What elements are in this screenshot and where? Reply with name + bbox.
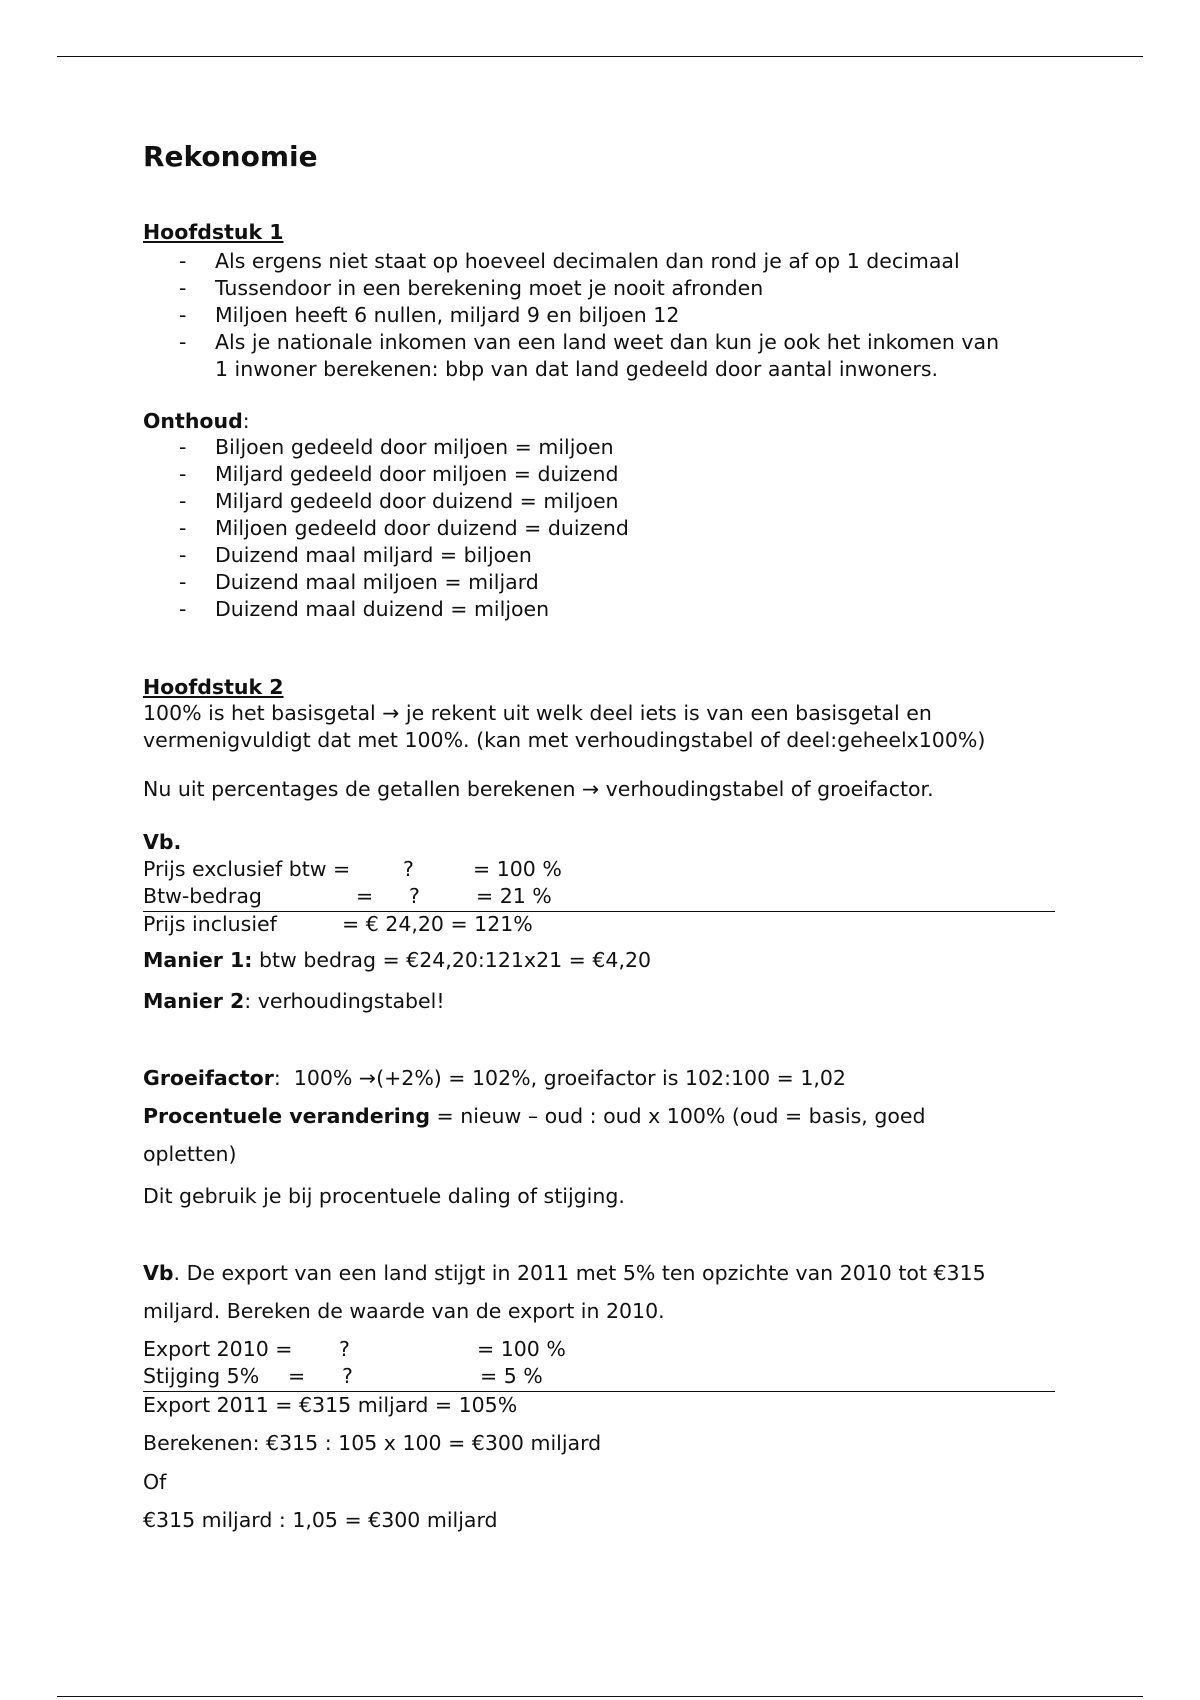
procentuele-verandering-line: Procentuele verandering = nieuw – oud : oud x 100% (oud = basis, goed bbox=[143, 1104, 926, 1128]
list-item: - Als ergens niet staat op hoeveel decimalen dan rond je af op 1 decimaal bbox=[179, 249, 960, 273]
dash-icon: - bbox=[179, 303, 187, 327]
list-item: - Miljoen gedeeld door duizend = duizend bbox=[179, 516, 629, 540]
list-item: - Miljoen heeft 6 nullen, miljard 9 en biljoen 12 bbox=[179, 303, 680, 327]
list-item: - Miljard gedeeld door miljoen = duizend bbox=[179, 462, 619, 486]
table-cell: = bbox=[356, 884, 374, 908]
table-cell: ? bbox=[339, 1337, 350, 1361]
table-cell: Prijs exclusief btw = bbox=[143, 857, 351, 881]
list-item: - Als je nationale inkomen van een land weet dan kun je ook het inkomen van 1 inwoner berekenen: bbp van dat land gedeeld door aantal inwoners. bbox=[179, 330, 1000, 381]
list-item: - Duizend maal miljoen = miljard bbox=[179, 570, 539, 594]
header-rule bbox=[57, 56, 1143, 57]
paragraph-line: miljard. Bereken de waarde van de export in 2010. bbox=[143, 1299, 665, 1323]
table-cell: = 100 % bbox=[477, 1337, 566, 1361]
paragraph-line: opletten) bbox=[143, 1142, 237, 1166]
manier-1-line: Manier 1: btw bedrag = €24,20:121x21 = €4,20 bbox=[143, 948, 652, 972]
table-cell: = 21 % bbox=[476, 884, 552, 908]
dash-icon: - bbox=[179, 543, 187, 567]
dash-icon: - bbox=[179, 249, 187, 273]
dash-icon: - bbox=[179, 570, 187, 594]
dash-icon: - bbox=[179, 597, 187, 621]
chapter-1-bullet-list bbox=[143, 248, 1061, 383]
list-item: - Tussendoor in een berekening moet je nooit afronden bbox=[179, 276, 764, 300]
dash-icon: - bbox=[179, 435, 187, 459]
list-item: - Duizend maal duizend = miljoen bbox=[179, 597, 550, 621]
groeifactor-line: Groeifactor: 100% →(+2%) = 102%, groeifactor is 102:100 = 1,02 bbox=[143, 1066, 846, 1090]
table-cell: Export 2010 = bbox=[143, 1337, 293, 1361]
example-label: Vb. bbox=[143, 830, 182, 854]
example-2-line: Vb. De export van een land stijgt in 2011 met 5% ten opzichte van 2010 tot €315 bbox=[143, 1261, 986, 1285]
dash-icon: - bbox=[179, 462, 187, 486]
paragraph-line: vermenigvuldigt dat met 100%. (kan met verhoudingstabel of deel:geheelx100%) bbox=[143, 728, 986, 752]
table-cell: Btw-bedrag bbox=[143, 884, 262, 908]
dash-icon: - bbox=[179, 516, 187, 540]
calculation-line: Berekenen: €315 : 105 x 100 = €300 miljard bbox=[143, 1431, 602, 1455]
paragraph: Dit gebruik je bij procentuele daling of stijging. bbox=[143, 1184, 625, 1208]
chapter-2-heading: Hoofdstuk 2 bbox=[143, 675, 284, 699]
onthoud-list bbox=[143, 434, 1061, 623]
table-total-row: Export 2011 = €315 miljard = 105% bbox=[143, 1393, 518, 1417]
calculation-line: €315 miljard : 1,05 = €300 miljard bbox=[143, 1508, 498, 1532]
table-cell: Stijging 5% bbox=[143, 1364, 260, 1388]
table-cell: = bbox=[288, 1364, 306, 1388]
list-item: - Duizend maal miljard = biljoen bbox=[179, 543, 532, 567]
dash-icon: - bbox=[179, 489, 187, 513]
table-cell: ? bbox=[409, 884, 420, 908]
table-cell: = 5 % bbox=[480, 1364, 543, 1388]
document-title: Rekonomie bbox=[143, 140, 318, 173]
footer-rule bbox=[57, 1696, 1143, 1697]
manier-2-line: Manier 2: verhoudingstabel! bbox=[143, 989, 445, 1013]
table-total-row: Prijs inclusief = € 24,20 = 121% bbox=[143, 912, 533, 936]
list-item: - Biljoen gedeeld door miljoen = miljoen bbox=[179, 435, 614, 459]
table-cell: ? bbox=[342, 1364, 353, 1388]
paragraph-line: Of bbox=[143, 1470, 167, 1494]
table-cell: ? bbox=[403, 857, 414, 881]
list-item: - Miljard gedeeld door duizend = miljoen bbox=[179, 489, 619, 513]
paragraph-line: 100% is het basisgetal → je rekent uit welk deel iets is van een basisgetal en bbox=[143, 701, 932, 725]
table-cell: = 100 % bbox=[473, 857, 562, 881]
chapter-1-heading: Hoofdstuk 1 bbox=[143, 220, 284, 244]
dash-icon: - bbox=[179, 276, 187, 300]
dash-icon: - bbox=[179, 330, 187, 354]
paragraph: Nu uit percentages de getallen berekenen → verhoudingstabel of groeifactor. bbox=[143, 777, 934, 801]
onthoud-heading: Onthoud: bbox=[143, 409, 250, 433]
